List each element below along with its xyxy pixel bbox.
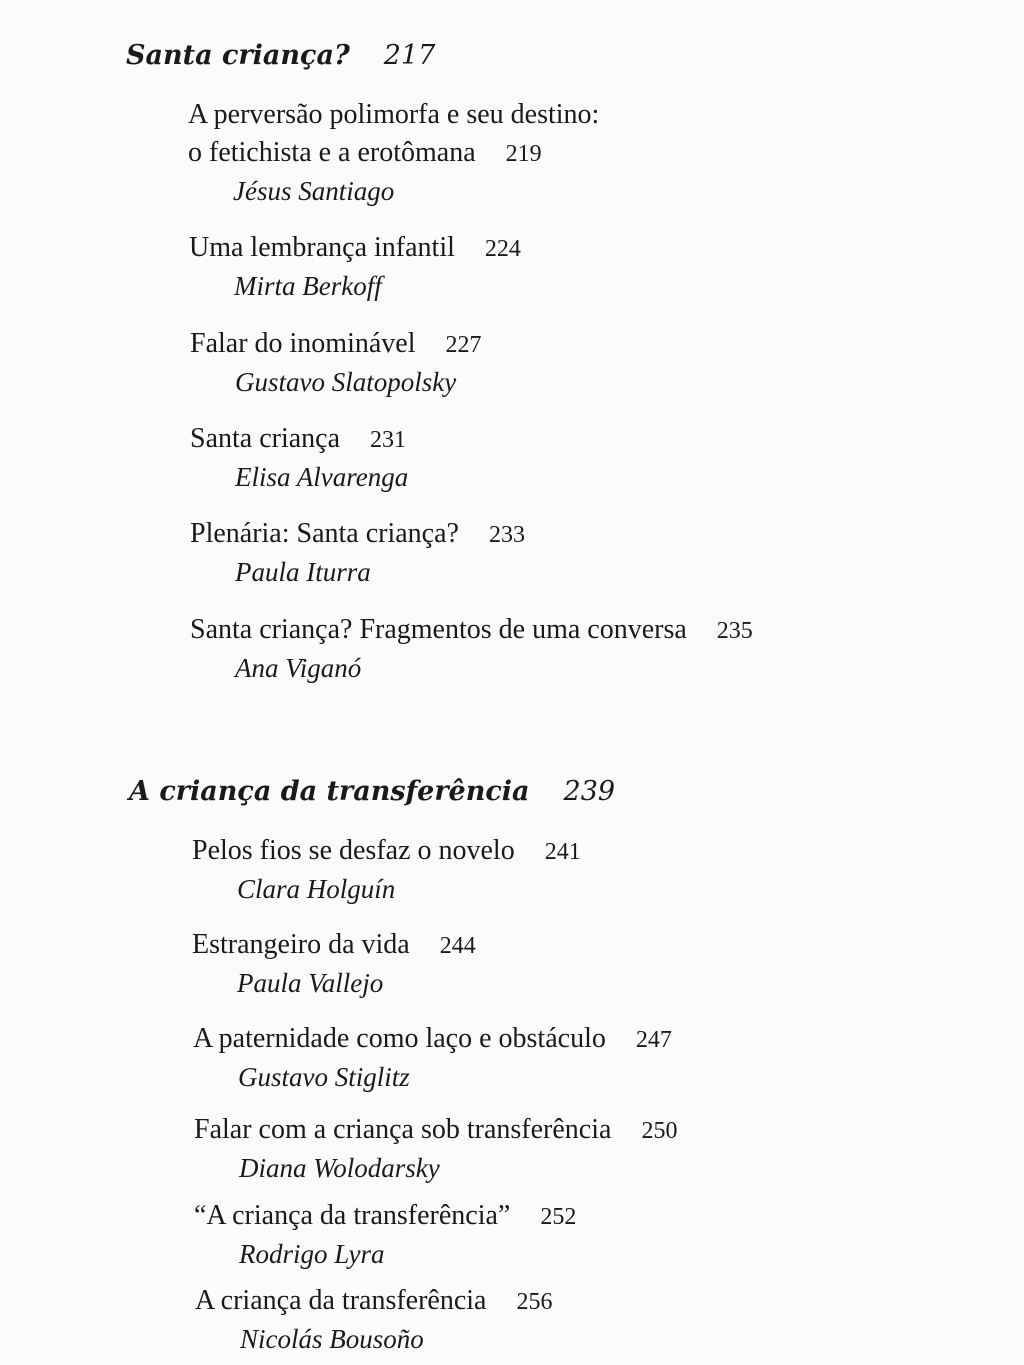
entry-title: Plenária: Santa criança? [190, 518, 459, 549]
entry-page-number: 219 [505, 141, 542, 167]
entry-title: Falar do inominável [190, 328, 416, 359]
entry-title: Pelos fios se desfaz o novelo [192, 835, 515, 866]
toc-entry[interactable] [195, 1282, 552, 1357]
entry-author: Paula Iturra [235, 557, 371, 587]
entry-author: Jésus Santiago [233, 176, 395, 206]
section-title: Santa criança? [126, 40, 350, 71]
toc-entry[interactable] [190, 515, 525, 590]
section-heading [126, 40, 435, 71]
entry-author: Elisa Alvarenga [235, 462, 409, 492]
entry-author: Paula Vallejo [237, 968, 384, 998]
entry-title: Uma lembrança infantil [189, 232, 455, 263]
entry-title: “A criança da transferência” [194, 1200, 511, 1231]
entry-author: Gustavo Stiglitz [238, 1062, 410, 1092]
entry-title: A criança da transferência [195, 1285, 487, 1316]
entry-page-number: 252 [540, 1204, 577, 1230]
section-heading [129, 776, 615, 807]
entry-page-number: 241 [544, 839, 581, 865]
toc-entry[interactable] [188, 96, 599, 209]
entry-page-number: 256 [516, 1289, 553, 1315]
toc-entry[interactable] [194, 1111, 677, 1186]
entry-author: Rodrigo Lyra [239, 1239, 385, 1269]
toc-entry[interactable] [192, 926, 476, 1001]
entry-author: Mirta Berkoff [234, 271, 382, 301]
toc-entry[interactable] [190, 611, 753, 686]
section-title: A criança da transferência [129, 776, 530, 807]
entry-author: Clara Holguín [237, 874, 396, 904]
entry-title: Santa criança [190, 423, 341, 454]
entry-title: Santa criança? Fragmentos de uma conversa [190, 614, 687, 645]
toc-entry[interactable] [194, 1197, 576, 1272]
section-page-number: 239 [563, 776, 616, 807]
entry-page-number: 244 [439, 933, 476, 959]
section-page-number: 217 [383, 40, 436, 71]
entry-page-number: 233 [488, 522, 525, 548]
entry-title: Estrangeiro da vida [192, 929, 410, 960]
entry-author: Nicolás Bousoño [240, 1324, 424, 1354]
entry-page-number: 231 [370, 427, 407, 453]
entry-page-number: 224 [484, 236, 521, 262]
entry-author: Gustavo Slatopolsky [235, 367, 457, 397]
entry-title: Falar com a criança sob transferência [194, 1114, 612, 1145]
toc-entry[interactable] [190, 420, 408, 495]
entry-page-number: 247 [635, 1027, 672, 1053]
toc-entry[interactable] [190, 325, 482, 400]
entry-author: Ana Viganó [235, 653, 362, 683]
entry-page-number: 250 [641, 1118, 678, 1144]
entry-title-line2: o fetichista e a erotômana [188, 137, 476, 168]
entry-author: Diana Wolodarsky [239, 1153, 440, 1183]
toc-entry[interactable] [193, 1020, 672, 1095]
toc-entry[interactable] [189, 229, 521, 304]
entry-title-line1: A perversão polimorfa e seu destino: [188, 99, 600, 130]
entry-title: A paternidade como laço e obstáculo [193, 1023, 606, 1054]
toc-entry[interactable] [192, 832, 581, 907]
entry-page-number: 227 [445, 332, 482, 358]
entry-page-number: 235 [716, 618, 753, 644]
